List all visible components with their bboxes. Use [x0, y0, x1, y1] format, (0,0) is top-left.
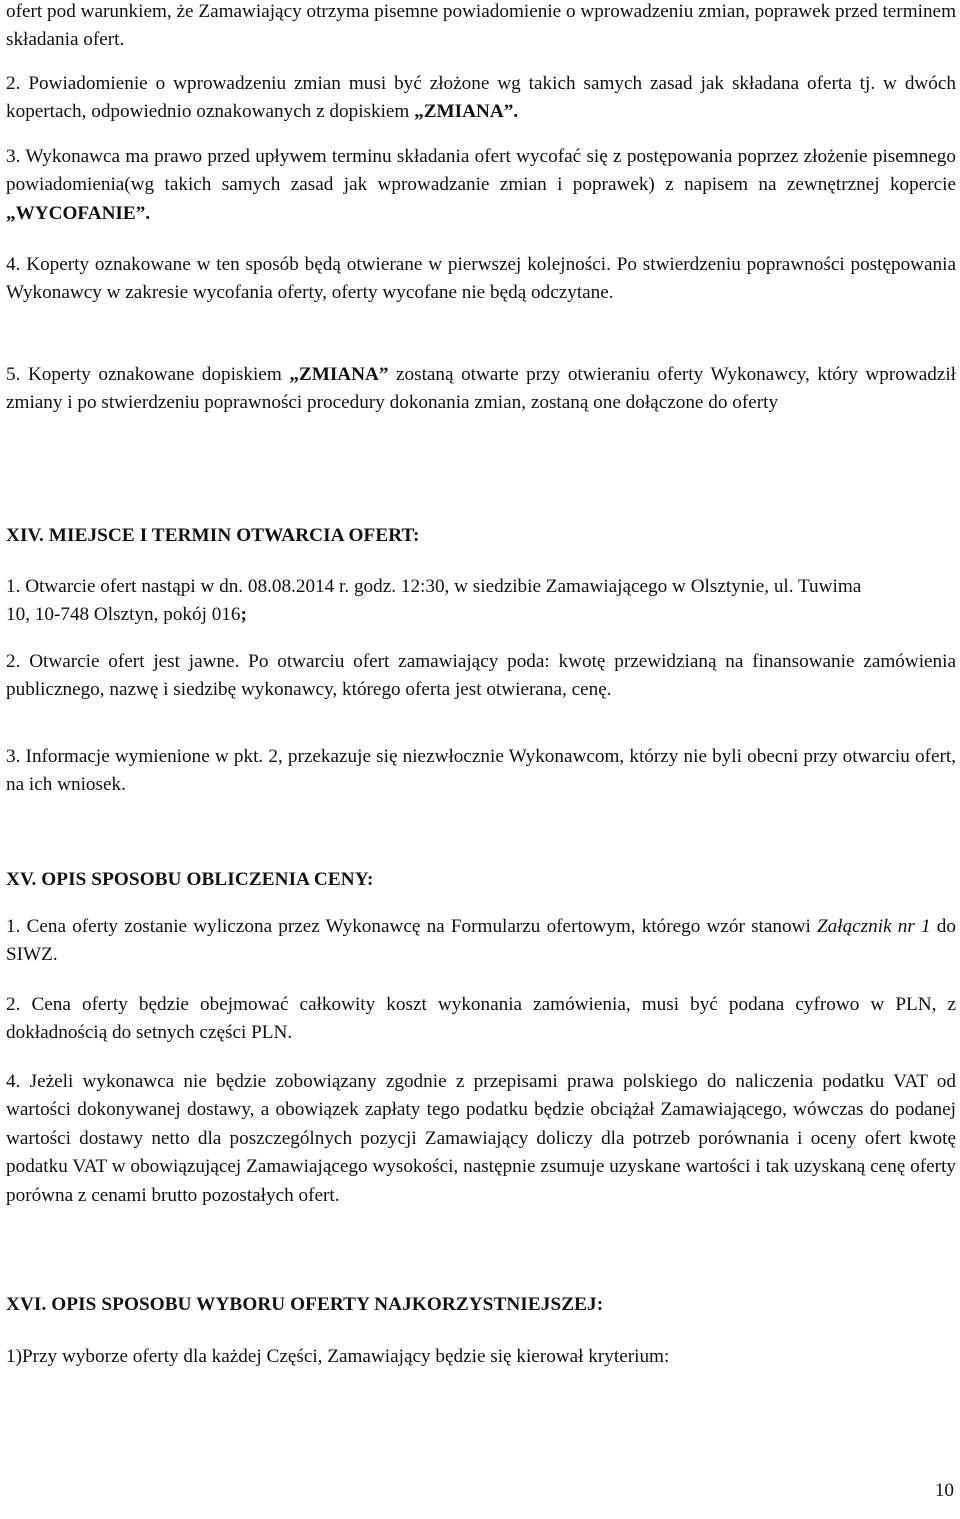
page-number: 10: [934, 1480, 954, 1501]
heading-xvi-text: XVI. OPIS SPOSOBU WYBORU OFERTY NAJKORZYSTNIEJSZEJ:: [6, 1294, 604, 1315]
intro-text: ofert pod warunkiem, że Zamawiający otrzyma pisemne powiadomienie o wprowadzeniu zmian, poprawek przed terminem składania ofert.: [6, 1, 956, 51]
paragraph-xv-1: [6, 913, 956, 970]
item-5-post: zostaną otwarte przy otwieraniu oferty Wykonawcy, który wprowadził zmiany i po stwierdzeniu poprawności procedury dokonania zmian, zostaną one dołączone do oferty: [6, 364, 956, 414]
zmiana-mark: „ZMIANA”.: [414, 101, 519, 123]
paragraph-item-5: [6, 361, 956, 418]
heading-xiv: [6, 522, 956, 550]
xiv-item-1-end: ;: [240, 604, 247, 626]
paragraph-item-4: [6, 251, 956, 308]
heading-xv: [6, 866, 956, 894]
wycofanie-mark: „WYCOFANIE”.: [6, 202, 151, 224]
item-3-text: 3. Wykonawca ma prawo przed upływem terminu składania ofert wycofać się z postępowania poprzez złożenie pisemnego powiadomienia(wg takich samych zasad jak wprowadzanie zmian i poprawek) z napisem na zewnętrznej kopercie: [6, 146, 956, 196]
item-4-text: 4. Koperty oznakowane w ten sposób będą otwierane w pierwszej kolejności. Po stwierdzeniu poprawności postępowania Wykonawcy w zakresie wycofania oferty, oferty wycofane nie będą odczytane.: [6, 254, 956, 304]
paragraph-xvi-1: [6, 1343, 956, 1371]
attachment-reference: Załącznik nr 1: [816, 916, 931, 937]
heading-xv-text: XV. OPIS SPOSOBU OBLICZENIA CENY:: [6, 869, 374, 890]
xv-item-2-text: 2. Cena oferty będzie obejmować całkowity koszt wykonania zamówienia, musi być podana cyfrowo w PLN, z dokładnością do setnych części PLN.: [6, 994, 956, 1044]
zmiana-mark-2: „ZMIANA”: [289, 364, 389, 385]
xv-item-1-post: do SIWZ.: [6, 916, 956, 966]
paragraph-xiv-2: [6, 648, 956, 705]
heading-xiv-text: XIV. MIEJSCE I TERMIN OTWARCIA OFERT:: [6, 525, 420, 546]
xv-item-4-text: 4. Jeżeli wykonawca nie będzie zobowiązany zgodnie z przepisami prawa polskiego do naliczenia podatku VAT od wartości dokonywanej dostawy, a obowiązek zapłaty tego podatku będzie obciążał Zamawiającego, wówczas do podanej wartości dostawy netto dla poszczególnych pozycji Zamawiający doliczy dla potrzeb porównania i oceny ofert kwotę podatku VAT w obowiązującej Zamawiającego wysokości, następnie zsumuje uzyskane wartości i tak uzyskaną cenę oferty porówna z cenami brutto pozostałych ofert.: [6, 1071, 956, 1206]
paragraph-xv-2: [6, 991, 956, 1048]
xv-item-1-pre: 1. Cena oferty zostanie wyliczona przez Wykonawcę na Formularzu ofertowym, którego wzór stanowi: [6, 916, 817, 937]
paragraph-xv-4: [6, 1068, 956, 1210]
xiv-item-3-text: 3. Informacje wymienione w pkt. 2, przekazuje się niezwłocznie Wykonawcom, którzy nie byli obecni przy otwarciu ofert, na ich wniosek.: [6, 746, 956, 796]
xvi-item-1-text: 1)Przy wyborze oferty dla każdej Części, Zamawiający będzie się kierował kryterium:: [6, 1346, 670, 1367]
paragraph-intro: [6, 0, 956, 55]
item-5-pre: 5. Koperty oznakowane dopiskiem: [6, 364, 290, 385]
xiv-item-2-text: 2. Otwarcie ofert jest jawne. Po otwarciu ofert zamawiający poda: kwotę przewidzianą na finansowanie zamówienia publicznego, nazwę i siedzibę wykonawcy, którego oferta jest otwierana, cenę.: [6, 651, 956, 701]
paragraph-item-2: [6, 70, 956, 127]
item-2-text: 2. Powiadomienie o wprowadzeniu zmian musi być złożone wg takich samych zasad jak składana oferta tj. w dwóch kopertach, odpowiednio oznakowanych z dopiskiem: [6, 73, 956, 123]
paragraph-xiv-3: [6, 743, 956, 800]
paragraph-xiv-1: [6, 573, 886, 630]
xiv-item-1-text: 1. Otwarcie ofert nastąpi w dn. 08.08.2014 r. godz. 12:30, w siedzibie Zamawiającego w Olsztynie, ul. Tuwima 10, 10-748 Olsztyn, pokój 016: [6, 576, 862, 626]
heading-xvi: [6, 1291, 956, 1319]
paragraph-item-3: [6, 143, 956, 228]
